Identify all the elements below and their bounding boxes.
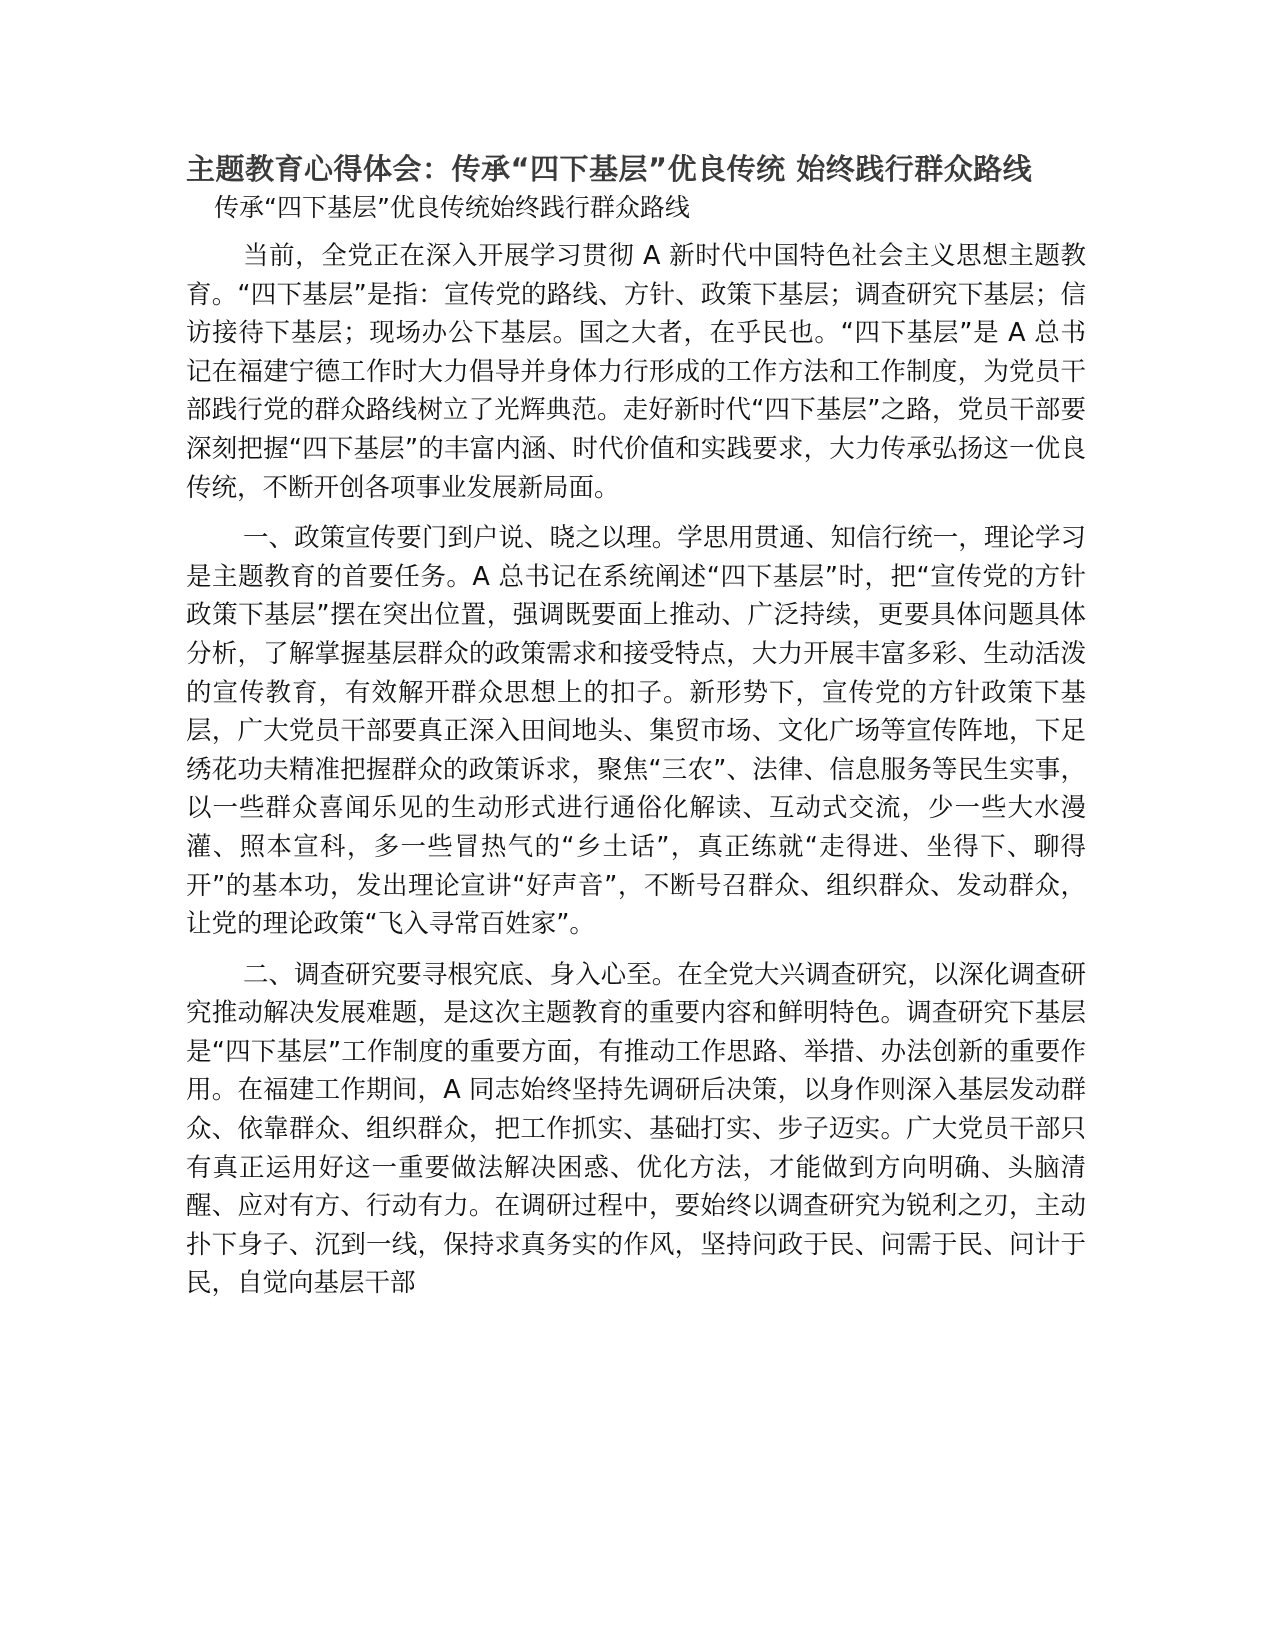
document-page [186,150,1086,1315]
document-title: 主题教育心得体会：传承“四下基层”优良传统 始终践行群众路线 [186,152,1033,186]
document-subtitle: 传承“四下基层”优良传统始终践行群众路线 [214,193,690,222]
paragraph-policy-publicity: 一、政策宣传要门到户说、晓之以理。学思用贯通、知信行统一，理论学习是主题教育的首要任务。A 总书记在系统阐述“四下基层”时，把“宣传党的方针政策下基层”摆在突出位置，强调既要面上推动、广泛持续，更要具体问题具体分析，了解掌握基层群众的政策需求和接受特点，大力开展丰富多彩、生动活泼的宣传教育，有效解开群众思想上的扣子。新形势下，宣传党的方针政策下基层，广大党员干部要真正深入田间地头、集贸市场、文化广场等宣传阵地，下足绣花功夫精准把握群众的政策诉求，聚焦“三农”、法律、信息服务等民生实事，以一些群众喜闻乐见的生动形式进行通俗化解读、互动式交流，少一些大水漫灌、照本宣科，多一些冒热气的“乡土话”，真正练就“走得进、坐得下、聊得开”的基本功，发出理论宣讲“好声音”，不断号召群众、组织群众、发动群众，让党的理论政策“飞入寻常百姓家”。 [186,523,1086,940]
paragraph-investigation-research: 二、调查研究要寻根究底、身入心至。在全党大兴调查研究，以深化调查研究推动解决发展难题，是这次主题教育的重要内容和鲜明特色。调查研究下基层是“四下基层”工作制度的重要方面，有推动工作思路、举措、办法创新的重要作用。在福建工作期间，A 同志始终坚持先调研后决策，以身作则深入基层发动群众、依靠群众、组织群众，把工作抓实、基础打实、步子迈实。广大党员干部只有真正运用好这一重要做法解决困惑、优化方法，才能做到方向明确、头脑清醒、应对有方、行动有力。在调研过程中，要始终以调查研究为锐利之刃，主动扑下身子、沉到一线，保持求真务实的作风，坚持问政于民、问需于民、问计于民，自觉向基层干部 [186,959,1086,1299]
paragraph-intro: 当前，全党正在深入开展学习贯彻 A 新时代中国特色社会主义思想主题教育。“四下基层”是指：宣传党的路线、方针、政策下基层；调查研究下基层；信访接待下基层；现场办公下基层。国之大者，在乎民也。“四下基层”是 A 总书记在福建宁德工作时大力倡导并身体力行形成的工作方法和工作制度，为党员干部践行党的群众路线树立了光辉典范。走好新时代“四下基层”之路，党员干部要深刻把握“四下基层”的丰富内涵、时代价值和实践要求，大力传承弘扬这一优良传统，不断开创各项事业发展新局面。 [186,241,1086,503]
